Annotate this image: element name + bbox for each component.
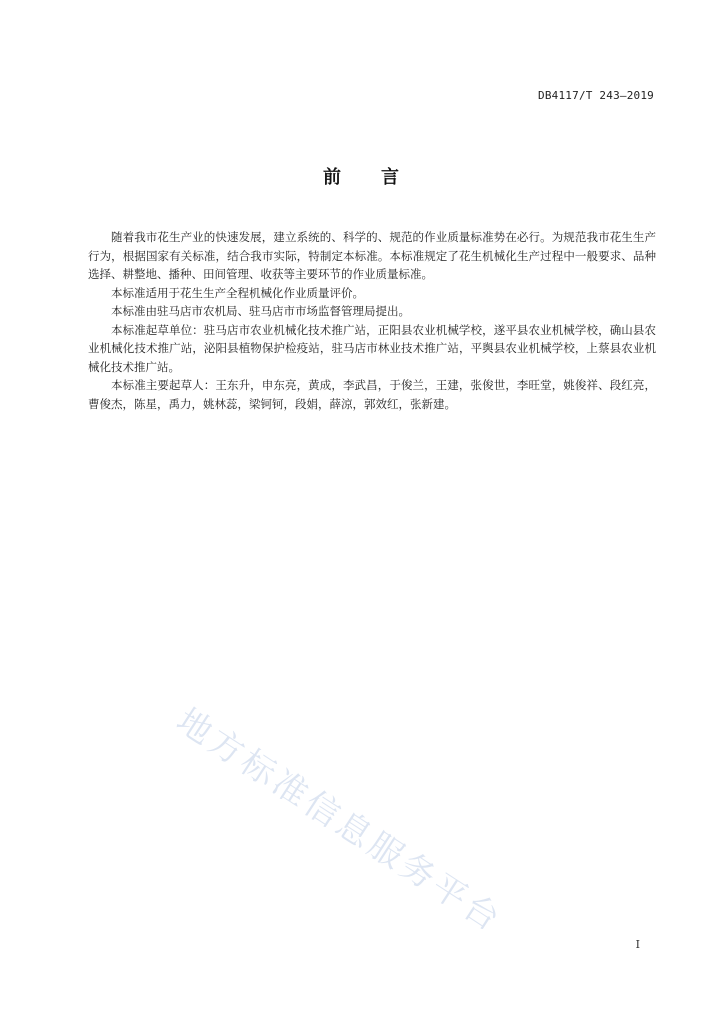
- page-title: [0, 163, 724, 189]
- title-char-1: 前: [323, 167, 343, 188]
- paragraph-scope: 本标准适用于花生生产全程机械化作业质量评价。: [111, 285, 364, 300]
- page-number: I: [635, 938, 640, 951]
- title-char-2: 言: [381, 167, 401, 188]
- foreword-body: [88, 228, 656, 413]
- paragraph-proposer: 本标准由驻马店市农机局、驻马店市市场监督管理局提出。: [111, 304, 410, 318]
- paragraph-intro: 随着我市花生产业的快速发展，建立系统的、科学的、规范的作业质量标准势在必行。为规范我市花生生产行为，根据国家有关标准，结合我市实际，特制定本标准。本标准规定了花生机械化生产过程中一般要求、品种选择、耕整地、播种、田间管理、收获等主要环节的作业质量标准。: [88, 230, 656, 281]
- paragraph-drafting-units: 本标准起草单位：驻马店市农业机械化技术推广站，正阳县农业机械学校，遂平县农业机械学校，确山县农业机械化技术推广站，泌阳县植物保护检疫站，驻马店市林业技术推广站，平舆县农业机械学校，上蔡县农业机械化技术推广站。: [88, 322, 656, 374]
- paragraph-drafters: 本标准主要起草人：王东升，申东亮，黄成，李武昌，于俊兰，王建，张俊世，李旺堂，姚俊祥、段红亮，曹俊杰，陈星，禹力，姚林蕊，梁钶钶，段娟，薛涼，郭效红，张新建。: [88, 378, 656, 411]
- watermark: 地方标准信息服务平台: [169, 700, 510, 942]
- document-code: DB4117/T 243—2019: [538, 89, 654, 102]
